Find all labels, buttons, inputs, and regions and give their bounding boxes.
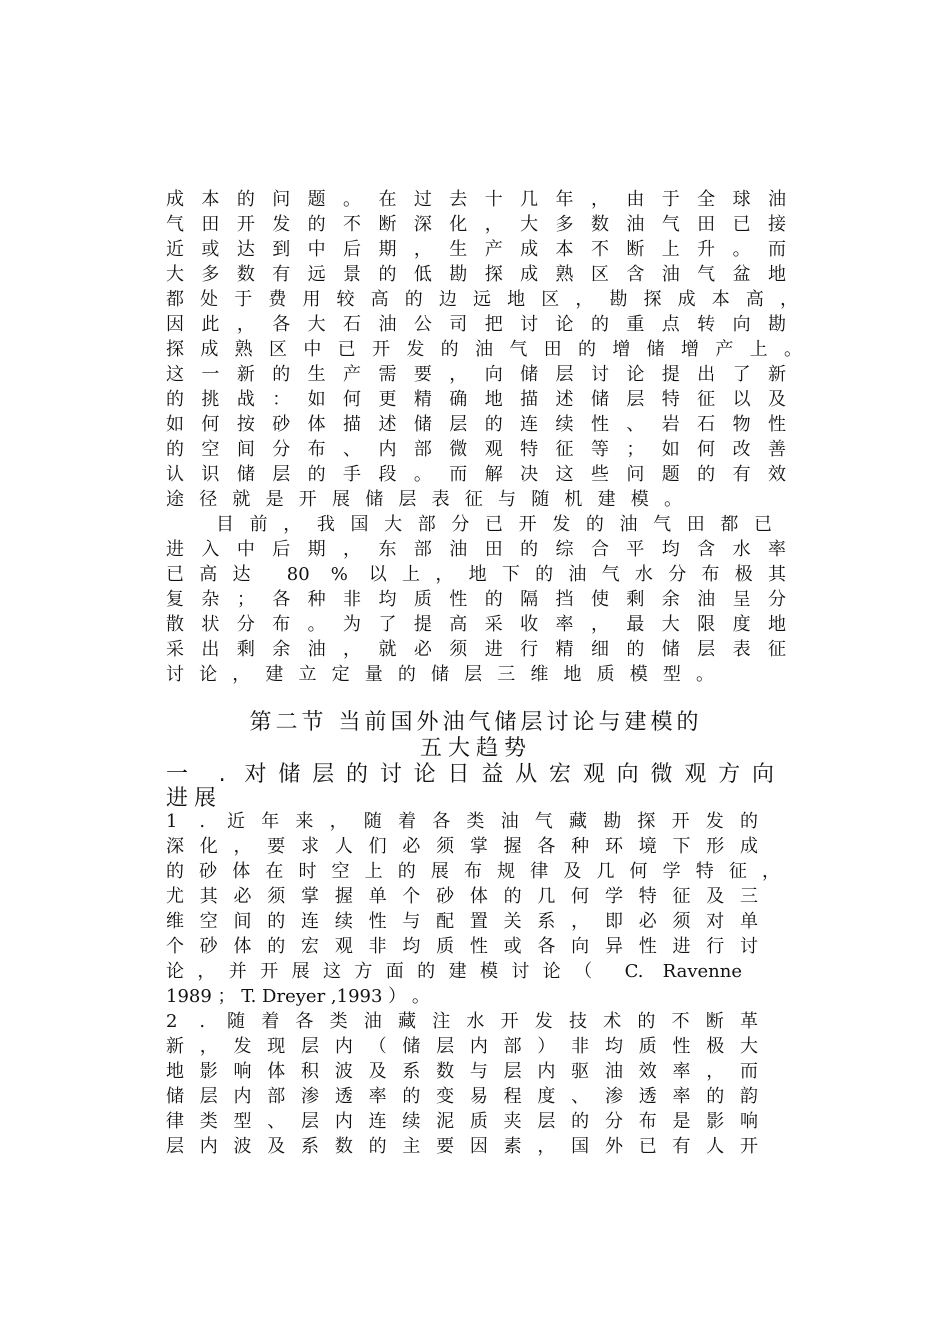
text-line: 进入中后期，东部油田的综合平均含水率 [166, 539, 786, 560]
subsection-heading-line2: 进展 [166, 786, 223, 811]
text-line: 如何按砂体描述储层的连续性、岩石物性 [166, 414, 786, 435]
text-line-indented: 目前，我国大部分已开发的油气田都已 [216, 514, 772, 535]
text-line: 成本的问题。在过去十几年，由于全球油 [166, 189, 786, 210]
text-line: 个砂体的宏观非均质性或各向异性进行讨 [166, 936, 758, 957]
text-line: 深化，要求人们必须掌握各种环境下形成 [166, 836, 758, 857]
text-line: 采出剩余油，就必须进行精细的储层表征 [166, 639, 786, 660]
text-line: 讨论，建立定量的储层三维地质模型。 [166, 664, 714, 685]
text-line: 尤其必须掌握单个砂体的几何学特征及三 [166, 886, 758, 907]
subsection-heading-line1: 一 . 对储层的讨论日益从宏观向微观方向 [166, 762, 774, 787]
section-heading-line1: 第二节 当前国外油气储层讨论与建模的 [249, 710, 703, 735]
text-line: 大多数有远景的低勘探成熟区含油气盆地 [166, 264, 786, 285]
text-line: 层内波及系数的主要因素，国外已有人开 [166, 1136, 758, 1157]
text-line: 因此，各大石油公司把讨论的重点转向勘 [166, 314, 786, 335]
text-line: 近或达到中后期，生产成本不断上升。而 [166, 239, 786, 260]
text-line: 储层内部渗透率的变易程度、渗透率的韵 [166, 1086, 758, 1107]
text-line-citation: 1989 ； T. Dreyer ,1993 ） 。 [166, 986, 430, 1007]
text-line: 的空间分布、内部微观特征等；如何改善 [166, 439, 786, 460]
text-line: 论，并开展这方面的建模讨论（ C. Ravenne [166, 961, 742, 982]
text-line: 气田开发的不断深化，大多数油气田已接 [166, 214, 786, 235]
text-line: 维空间的连续性与配置关系，即必须对单 [166, 911, 758, 932]
text-line: 的砂体在时空上的展布规律及几何学特征， [166, 861, 780, 882]
text-line: 已高达 80 % 以上，地下的油气水分布极其 [166, 564, 786, 585]
text-line: 这一新的生产需要，向储层讨论提出了新 [166, 364, 786, 385]
text-line: 2 . 随着各类油藏注水开发技术的不断革 [166, 1011, 758, 1032]
text-line: 新，发现层内（储层内部）非均质性极大 [166, 1036, 758, 1057]
text-line: 地影响体积波及系数与层内驱油效率，而 [166, 1061, 758, 1082]
text-line: 复杂；各种非均质性的隔挡使剩余油呈分 [166, 589, 786, 610]
text-line: 探成熟区中已开发的油气田的增储增产上。 [166, 339, 802, 360]
text-line: 1 . 近年来，随着各类油气藏勘探开发的 [166, 811, 758, 832]
text-line: 途径就是开展储层表征与随机建模。 [166, 489, 682, 510]
text-line: 认识储层的手段。而解决这些问题的有效 [166, 464, 786, 485]
text-line: 律类型、层内连续泥质夹层的分布是影响 [166, 1111, 758, 1132]
text-line: 都处于费用较高的边远地区，勘探成本高， [166, 289, 798, 310]
text-line: 的挑战：如何更精确地描述储层特征以及 [166, 389, 786, 410]
section-heading-line2: 五大趋势 [419, 736, 532, 761]
text-line: 散状分布。为了提高采收率，最大限度地 [166, 614, 786, 635]
